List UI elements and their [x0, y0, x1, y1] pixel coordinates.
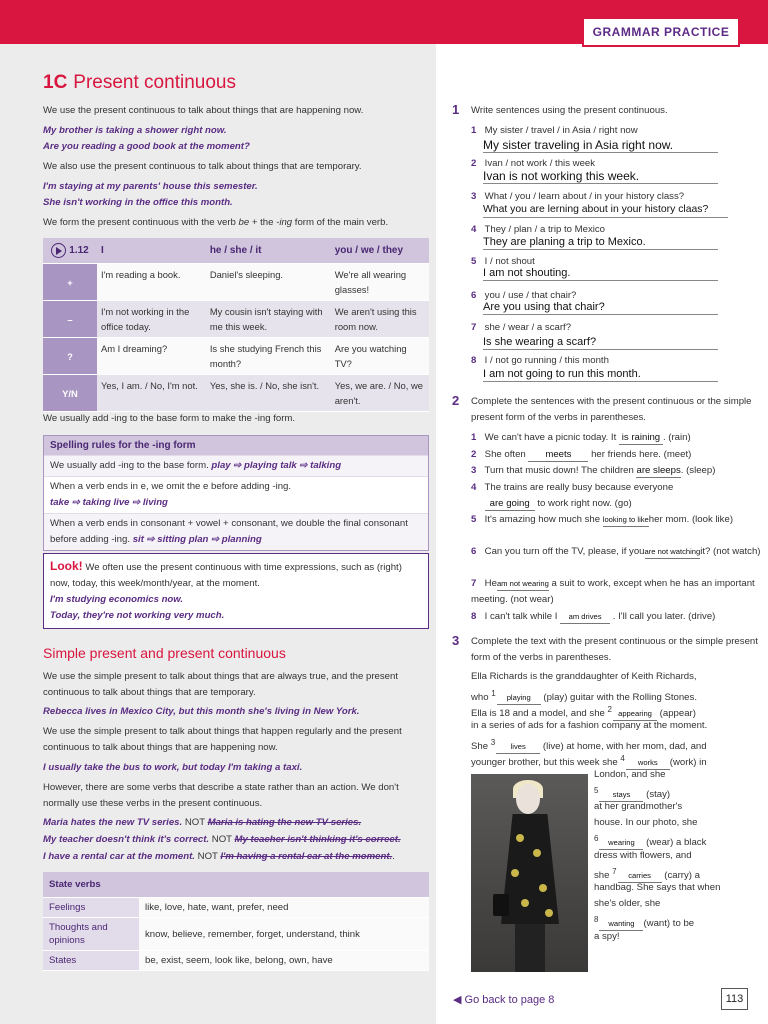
list-item: 3 Turn that music down! The children are sleeps. (sleep)	[471, 465, 716, 476]
answer-3[interactable]: What you are lerning about in your history claas?	[483, 203, 728, 218]
list-item: 2 Ivan / not work / this week	[471, 158, 596, 169]
col-header-i: I	[97, 238, 206, 264]
look-box: Look! We often use the present continuous with time expressions, such as (right) now, today, this week/month/year, at the moment. I'm studying economics now. Today, they're not working very much.	[43, 553, 429, 629]
list-item: 4 They / plan / a trip to Mexico	[471, 224, 606, 235]
table-row: States be, exist, seem, look like, belong, own, have	[43, 951, 429, 971]
table-row: Thoughts and opinions know, believe, remember, forget, understand, think	[43, 918, 429, 951]
spelling-rule-1: We usually add -ing to the base form. play ⇨ playing talk ⇨ talking	[44, 455, 428, 476]
state-verbs-table	[43, 872, 429, 971]
rule-5: We use the simple present to talk about things that happen regularly and the present continuous to talk about things that are happening now.	[43, 726, 402, 753]
list-item: 4 The trains are really busy because everyone are going to work right now. (go)	[471, 482, 674, 509]
exercise-3-number: 3	[452, 633, 460, 648]
example-1a: My brother is taking a shower right now.	[43, 125, 227, 136]
answer-5[interactable]: I am not shouting.	[483, 266, 718, 281]
example-1b: Are you reading a good book at the moment?	[43, 141, 250, 152]
answer-2[interactable]: Ivan is not working this week.	[483, 169, 718, 184]
exercise-1-number: 1	[452, 102, 460, 117]
state-verbs-title: State verbs	[43, 872, 429, 898]
list-item: 1 My sister / travel / in Asia / right now	[471, 125, 638, 136]
list-item: 8 I / not go running / this month	[471, 355, 609, 366]
page-number: 113	[721, 988, 748, 1010]
answer-4[interactable]: They are planing a trip to Mexico.	[483, 235, 718, 250]
audio-track-number: 1.12	[69, 245, 89, 257]
spelling-rule-3: When a verb ends in consonant + vowel + consonant, we double the final consonant before adding -ing. sit ⇨ sitting plan ⇨ planning	[44, 513, 428, 550]
exercise-3-text-line: Ella is 18 and a model, and she $^2$ appearing (appear)	[471, 705, 696, 720]
table-row: + I'm reading a book. Daniel's sleeping. We're all wearing glasses!	[43, 264, 429, 301]
rule-6: However, there are some verbs that describe a state rather than an action. We don't normally use these verbs in the present continuous.	[43, 782, 399, 809]
exercise-3-text-line: house. In our photo, she	[594, 817, 698, 828]
list-item: 5 I / not shout	[471, 256, 535, 267]
col-header-he-she-it: he / she / it	[206, 238, 331, 264]
exercise-3-text-line: London, and she	[594, 769, 666, 780]
list-item: 1 We can't have a picnic today. It is raining . (rain)	[471, 432, 691, 443]
col-header-you-we-they: you / we / they	[331, 238, 429, 264]
list-item: 8 I can't talk while I am drives . I'll call you later. (drive)	[471, 611, 716, 622]
exercise-3-text-line: in a series of ads for a fashion company at the moment.	[471, 720, 708, 731]
exercise-2-number: 2	[452, 393, 460, 408]
exercise-3-text-line: a spy!	[594, 931, 620, 942]
exercise-3-text-line: dress with flowers, and	[594, 850, 692, 861]
exercise-3-text-line: who $^1$ playing (play) guitar with the Rolling Stones.	[471, 689, 697, 704]
exercise-3-text-line: handbag. She says that when	[594, 882, 721, 893]
exercise-3-text-line: She $^3$ lives (live) at home, with her mom, dad, and	[471, 738, 707, 753]
exercise-3-text-line: she $^7$ carries (carry) a	[594, 867, 700, 882]
exercise-1-instructions: Write sentences using the present continuous.	[471, 105, 668, 116]
table-row: ? Am I dreaming? Is she studying French this month? Are you watching TV?	[43, 338, 429, 375]
list-item: 2 She often meets her friends here. (meet)	[471, 449, 692, 460]
exercise-3-text-line: at her grandmother's	[594, 801, 683, 812]
grammar-practice-tab: GRAMMAR PRACTICE	[582, 17, 740, 47]
exercise-3-text-line: she's older, she	[594, 898, 661, 909]
example-5: I usually take the bus to work, but today I'm taking a taxi.	[43, 762, 303, 773]
not-example-1: Maria hates the new TV series. NOT Maria is hating the new TV series.	[43, 817, 362, 828]
exercise-3-instructions: Complete the text with the present continuous or the simple present form of the verbs in parentheses.	[471, 636, 758, 663]
list-item: 6 Can you turn off the TV, please, if youare not watchingit? (not watch)	[471, 546, 761, 557]
not-example-2: My teacher doesn't think it's correct. NOT My teacher isn't thinking it's correct.	[43, 834, 401, 845]
spelling-rules-title: Spelling rules for the -ing form	[44, 436, 428, 455]
look-label: Look!	[50, 559, 83, 573]
go-back-link[interactable]: ◀ Go back to page 8	[453, 994, 555, 1006]
not-example-3: I have a rental car at the moment. NOT I'm having a rental car at the moment..	[43, 851, 395, 862]
exercise-3-text-line: younger brother, but this week she $^4$ works (work) in	[471, 754, 707, 769]
audio-play-icon[interactable]	[51, 243, 66, 258]
triangle-left-icon: ◀	[453, 994, 462, 1006]
table-row: Y/N Yes, I am. / No, I'm not. Yes, she is. / No, she isn't. Yes, we are. / No, we aren't.	[43, 375, 429, 412]
ing-note: We usually add -ing to the base form to make the -ing form.	[43, 413, 296, 424]
example-2b: She isn't working in the office this month.	[43, 197, 233, 208]
exercise-3-text-line: $^6$ wearing (wear) a black	[594, 834, 707, 849]
table-row: Feelings like, love, hate, want, prefer, need	[43, 898, 429, 918]
answer-1[interactable]: My sister traveling in Asia right now.	[483, 138, 718, 153]
rule-2: We also use the present continuous to talk about things that are temporary.	[43, 161, 362, 172]
exercise-3-text-line: $^5$ stays (stay)	[594, 786, 671, 801]
list-item: 7 Heam not wearing a suit to work, except when he has an important meeting. (not wear)	[471, 578, 755, 605]
spelling-rule-2: When a verb ends in e, we omit the e before adding -ing. take ⇨ taking live ⇨ living	[44, 476, 428, 513]
list-item: 6 you / use / that chair?	[471, 290, 577, 301]
section-title: 1C Present continuous	[43, 72, 236, 93]
answer-6[interactable]: Are you using that chair?	[483, 300, 718, 315]
example-4: Rebecca lives in Mexico City, but this month she's living in New York.	[43, 706, 360, 717]
spelling-rules-box	[43, 435, 429, 551]
section2-title: Simple present and present continuous	[43, 645, 286, 661]
answer-8[interactable]: I am not going to run this month.	[483, 367, 718, 382]
example-2a: I'm staying at my parents' house this semester.	[43, 181, 258, 192]
table-row: – I'm not working in the office today. My cousin isn't staying with me this week. We aren't using this room now.	[43, 301, 429, 338]
answer-7[interactable]: Is she wearing a scarf?	[483, 335, 718, 350]
exercise-3-text-line: Ella Richards is the granddaughter of Keith Richards,	[471, 671, 697, 682]
conjugation-table	[43, 238, 429, 412]
list-item: 5 It's amazing how much she looking to likeher mom. (look like)	[471, 514, 734, 525]
rule-1: We use the present continuous to talk about things that are happening now.	[43, 105, 364, 116]
list-item: 7 she / wear / a scarf?	[471, 322, 572, 333]
list-item: 3 What / you / learn about / in your history class?	[471, 191, 685, 202]
model-photo	[471, 774, 588, 972]
rule-4: We use the simple present to talk about things that are always true, and the present continuous to talk about things that are temporary.	[43, 671, 398, 698]
rule-3: We form the present continuous with the verb be + the -ing form of the main verb.	[43, 217, 389, 228]
exercise-3-text-line: $^8$ wanting (want) to be	[594, 915, 695, 930]
exercise-2-instructions: Complete the sentences with the present continuous or the simple present form of the verbs in parentheses.	[471, 396, 752, 423]
